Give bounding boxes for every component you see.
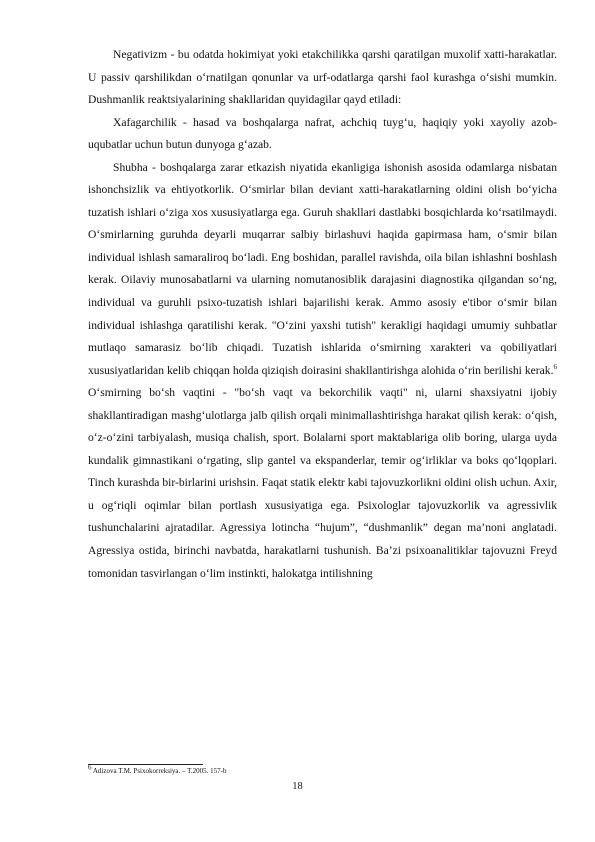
footnote-text: Adizova T.M. Psixokorreksiya. – T.2005. 157-b: [91, 767, 227, 775]
paragraph-shubha-text-before: Shubha - boshqalarga zarar etkazish niyatida ekanligiga ishonish asosida odamlarga nisbatan ishonchsizlik va ehtiyotkorlik. O‘smirlar bilan deviant xatti-harakatlarning oldini olish bo‘yicha tuzatish ishlari o‘ziga xos xususiyatlarga ega. Guruh shakllari dastlabki bosqichlarda ko‘rsatilmaydi. O‘smirlarning guruhda deyarli muqarrar salbiy birlashuvi haqida gapirmasa ham, o‘smir bilan individual ishlash samaraliroq bo‘ladi. Eng boshidan, parallel ravishda, oila bilan ishlashni boshlash kerak. Oilaviy munosabatlarni va ularning nomutanosiblik darajasini diagnostika qilgandan so‘ng, individual va guruhli psixo-tuzatish ishlari bajarilishi kerak. Ammo asosiy e'tibor o‘smir bilan individual ishlashga qaratilishi kerak. "O‘zini yaxshi tutish" kerakligi haqidagi umumiy suhbatlar mutlaqo samarasiz bo‘lib chiqadi. Tuzatish ishlarida o‘smirning xarakteri va qobiliyatlari xususiyatlaridan kelib chiqqan holda qiziqish doirasini shakllantirishga alohida o‘rin berilishi kerak.: [88, 160, 557, 377]
paragraph-xafagarchilik: Xafagarchilik - hasad va boshqalarga nafrat, achchiq tuyg‘u, haqiqiy yoki xayoliy azob-uqubatlar uchun butun dunyoga g‘azab.: [88, 115, 557, 152]
paragraph-negativizm: Negativizm - bu odatda hokimiyat yoki etakchilikka qarshi qaratilgan muxolif xatti-harakatlar. U passiv qarshilikdan o‘rnatilgan qonunlar va urf-odatlarga qarshi faol kurashga o‘sishi mumkin. Dushmanlik reaktsiyalarining shakllaridan quyidagilar qayd etiladi:: [88, 48, 557, 107]
paragraph-shubha: [88, 157, 557, 585]
footnote-reference[interactable]: 6: [553, 362, 557, 371]
footnote-separator: [88, 764, 203, 765]
body-text: [88, 44, 557, 585]
footnote: [88, 763, 557, 776]
paragraph-shubha-text-after: O‘smirning bo‘sh vaqtini - "bo‘sh vaqt va bekorchilik vaqti" ni, ularni shaxsiyatni ijobiy shakllantiradigan mashg‘ulotlarga jalb qilish orqali minimallashtirishga harakat qilish kerak: o‘qish, o‘z-o‘zini tarbiyalash, musiqa chalish, sport. Bolalarni sport maktablariga olib boring, ularga uyda kundalik gimnastikani o‘rgating, slip gantel va ekspanderlar, temir og‘irliklar va boks qo‘lqoplari. Tinch kurashda bir-birlarini urishsin. Faqat statik elektr kabi tajovuzkorlikni oldini olish uchun. Axir, u og‘riqli oqimlar bilan portlash xususiyatiga ega. Psixologlar tajovuzkorlik va agressivlik tushunchalarini ajratadilar. Agressiya lotincha “hujum”, “dushmanlik” degan ma’noni anglatadi. Agressiya ostida, birinchi navbatda, harakatlarni tushunish. Ba’zi psixoanalitiklar tajovuzni Freyd tomonidan tasvirlangan o‘lim instinkti, halokatga intilishning: [88, 386, 557, 580]
footnote-mark: 6: [88, 763, 92, 772]
page-number: 18: [292, 781, 303, 792]
